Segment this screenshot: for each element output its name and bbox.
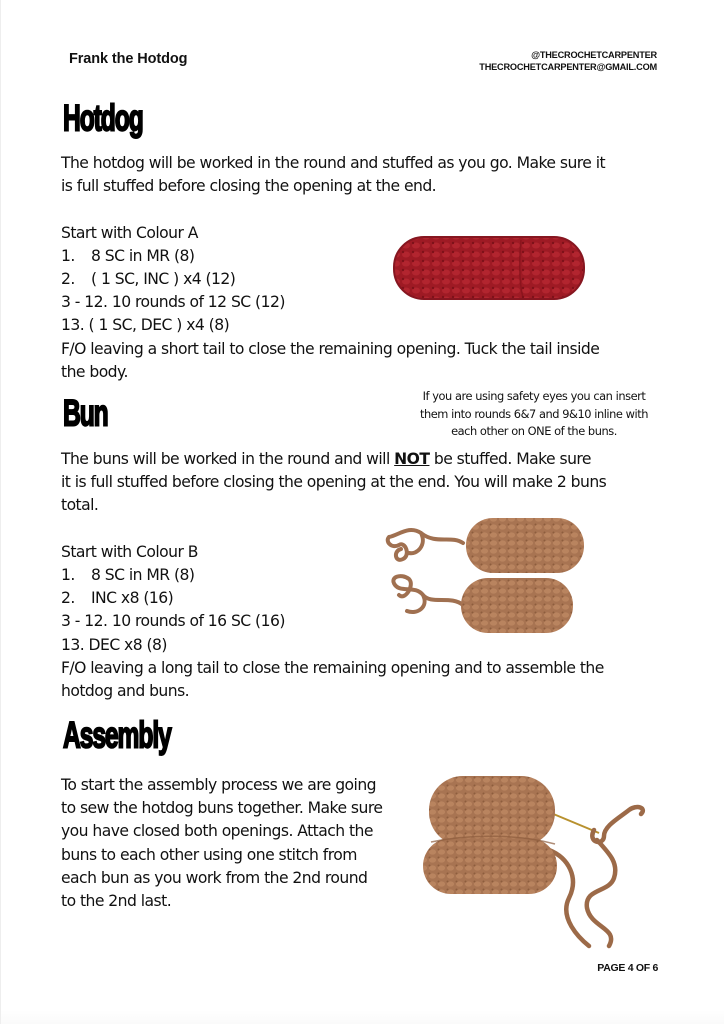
bun-round-13: 13. DEC x8 (8) — [61, 635, 167, 654]
section-heading-assembly: Assembly — [63, 715, 171, 756]
hotdog-photo — [391, 232, 587, 304]
page-bottom-edge — [1, 1010, 724, 1024]
emphasis-not: NOT — [394, 450, 430, 468]
hotdog-intro-line: is full stuffed before closing the opening at the end. — [61, 177, 437, 196]
contact-handle: @THECROCHETCARPENTER — [531, 50, 657, 60]
bun-intro-line: The buns will be worked in the round and will NOT be stuffed. Make sure — [61, 450, 591, 468]
bun-colour-line: Start with Colour B — [61, 542, 198, 561]
bun-finish-line: F/O leaving a long tail to close the remaining opening and to assemble the — [61, 658, 604, 677]
assembly-instructions: To start the assembly process we are going to sew the hotdog buns together. Make sure you have closed both openings. Attach the buns to each other using one stitch from each bun as you work from the 2nd round to the 2nd last. — [61, 776, 383, 911]
hotdog-colour-line: Start with Colour A — [61, 223, 198, 242]
bun-round-1: 1. 8 SC in MR (8) — [61, 566, 195, 584]
hotdog-intro-line: The hotdog will be worked in the round and stuffed as you go. Make sure it — [61, 154, 606, 172]
bun-finish-line: hotdog and buns. — [61, 682, 190, 701]
safety-eyes-note: If you are using safety eyes you can insert them into rounds 6&7 and 9&10 inline with each other on ONE of the buns. — [419, 389, 649, 438]
assembly-photo — [419, 768, 649, 953]
pattern-title: Frank the Hotdog — [69, 51, 188, 67]
bun-intro-line: total. — [61, 496, 99, 515]
hotdog-round-3-12: 3 - 12. 10 rounds of 12 SC (12) — [61, 293, 285, 312]
bun-round-3-12: 3 - 12. 10 rounds of 16 SC (16) — [61, 612, 285, 631]
page-number: PAGE 4 OF 6 — [597, 962, 658, 974]
hotdog-round-1: 1. 8 SC in MR (8) — [61, 246, 195, 265]
buns-photo — [381, 515, 591, 635]
bun-intro-line: it is full stuffed before closing the opening at the end. You will make 2 buns — [61, 473, 607, 492]
section-heading-hotdog: Hotdog — [63, 98, 143, 139]
hotdog-finish-line: F/O leaving a short tail to close the remaining opening. Tuck the tail inside — [61, 339, 600, 358]
hotdog-round-13: 13. ( 1 SC, DEC ) x4 (8) — [61, 316, 230, 335]
contact-block — [479, 49, 657, 73]
hotdog-round-2: 2. ( 1 SC, INC ) x4 (12) — [61, 270, 236, 288]
hotdog-finish-line: the body. — [61, 362, 128, 381]
bun-round-2: 2. INC x8 (16) — [61, 589, 174, 608]
contact-email: THECROCHETCARPENTER@GMAIL.COM — [479, 62, 657, 72]
section-heading-bun: Bun — [63, 393, 108, 434]
